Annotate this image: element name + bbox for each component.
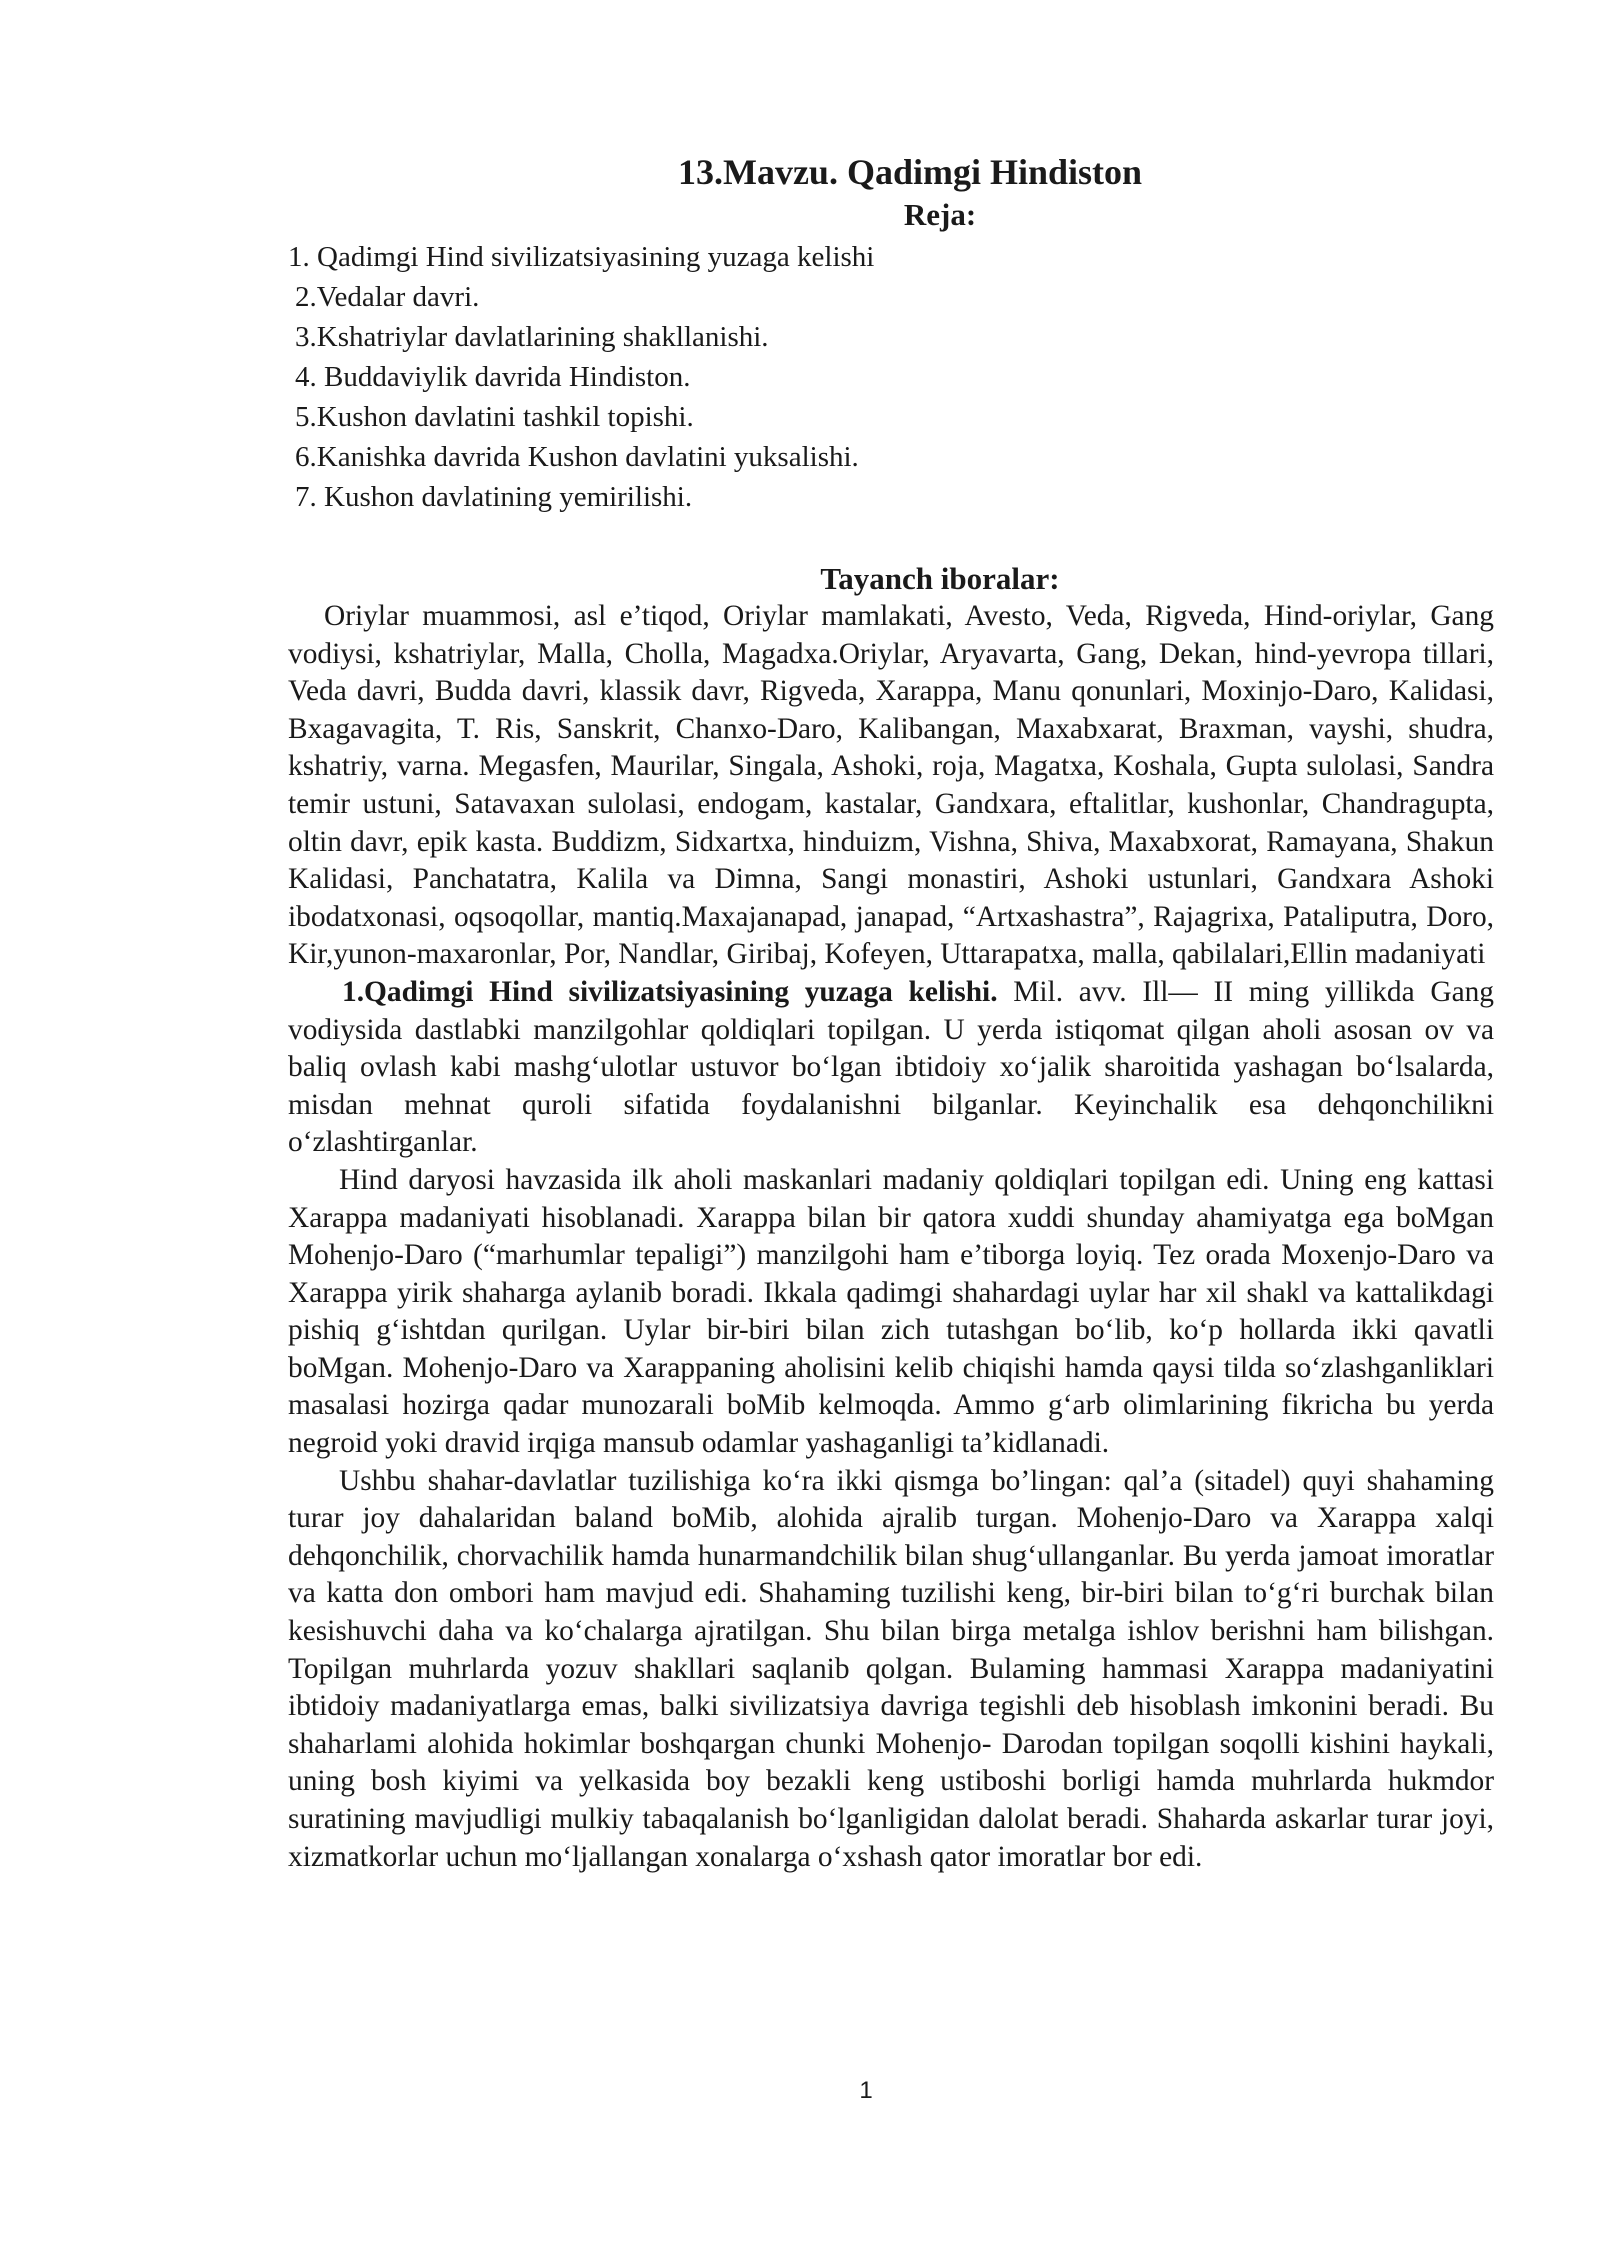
section1-paragraph-2: Hind daryosi havzasida ilk aholi maskanlari madaniy qoldiqlari topilgan edi. Uning eng kattasi Xarappa madaniyati hisoblanadi. Xarappa bilan bir qatora xuddi shunday ahamiyatga ega boMgan Mohenjo-Daro (“marhumlar tepaligi”) manzilgohi ham e’tiborga loyiq. Tez orada Moxenjo-Daro va Xarappa yirik shaharga aylanib boradi. Ikkala qadimgi shahardagi uylar har xil shakl va kattalikdagi pishiq g‘ishtdan qurilgan. Uylar bir-biri bilan zich tutashgan bo‘lib, ko‘p hollarda ikki qavatli boMgan. Mohenjo-Daro va Xarappaning aholisini kelib chiqishi hamda qaysi tilda so‘zlashganliklari masalasi hozirga qadar munozarali boMib kelmoqda. Ammo g‘arb olimlarining fikricha bu yerda negroid yoki dravid irqiga mansub odamlar yashaganligi ta’kidlanadi. (288, 1163, 1494, 1460)
plan-item: 2.Vedalar davri. (295, 281, 480, 313)
plan-item: 3.Kshatriylar davlatlarining shakllanishi. (295, 321, 769, 353)
plan-item: 1. Qadimgi Hind sivilizatsiyasining yuzaga kelishi (288, 241, 875, 273)
keywords-paragraph: Oriylar muammosi, asl e’tiqod, Oriylar mamlakati, Avesto, Veda, Rigveda, Hind-oriylar, Gang vodiysi, kshatriylar, Malla, Cholla, Magadxa.Oriylar, Aryavarta, Gang, Dekan, hind-yevropa tillari, Veda davri, Budda davri, klassik davr, Rigveda, Xarappa, Manu qonunlari, Moxinjo-Daro, Kalidasi, Bxagavagita, T. Ris, Sanskrit, Chanxo-Daro, Kalibangan, Maxabxarat, Braxman, vayshi, shudra, kshatriy, varna. Megasfen, Maurilar, Singala, Ashoki, roja, Magatxa, Koshala, Gupta sulolasi, Sandra temir ustuni, Satavaxan sulolasi, endogam, kastalar, Gandxara, eftalitlar, kushonlar, Chandragupta, oltin davr, epik kasta. Buddizm, Sidxartxa, hinduizm, Vishna, Shiva, Maxabxorat, Ramayana, Shakun Kalidasi, Panchatatra, Kalila va Dimna, Sangi monastiri, Ashoki ustunlari, Gandxara Ashoki ibodatxonasi, oqsoqollar, mantiq.Maxajanapad, janapad, “Artxashastra”, Rajagrixa, Pataliputra, Doro, Kir,yunon-maxaronlar, Por, Nandlar, Giribaj, Kofeyen, Uttarapatxa, malla, qabilalari,Ellin madaniyati (288, 600, 1494, 971)
plan-list (288, 237, 1388, 517)
document-body (288, 598, 1494, 1876)
section1-heading: 1.Qadimgi Hind sivilizatsiyasining yuzaga kelishi. (342, 975, 998, 1008)
plan-item: 7. Kushon davlatining yemirilishi. (295, 481, 693, 513)
section1-paragraph-1 (288, 974, 1494, 1162)
section1-paragraph-3: Ushbu shahar-davlatlar tuzilishiga ko‘ra ikki qismga bo’lingan: qal’a (sitadel) quyi shahaming turar joy dahalaridan baland boMib, alohida ajralib turgan. Mohenjo-Daro va Xarappa xalqi dehqonchilik, chorvachilik hamda hunarmandchilik bilan shug‘ullanganlar. Bu yerda jamoat imoratlar va katta don ombori ham mavjud edi. Shahaming tuzilishi keng, bir-biri bilan to‘g‘ri burchak bilan kesishuvchi daha va ko‘chalarga ajratilgan. Shu bilan birga metalga ishlov berishni ham bilishgan. Topilgan muhrlarda yozuv shakllari saqlanib qolgan. Bulaming hammasi Xarappa madaniyatini ibtidoiy madaniyatlarga emas, balki sivilizatsiya davriga tegishli deb hisoblash imkonini beradi. Bu shaharlami alohida hokimlar boshqargan chunki Mohenjo- Darodan topilgan soqolli kishini haykali, uning bosh kiyimi va yelkasida boy bezakli keng ustiboshi borligi hamda muhrlarda hukmdor suratining mavjudligi mulkiy tabaqalanish bo‘lganligidan dalolat beradi. Shaharda askarlar turar joyi, xizmatkorlar uchun mo‘ljallangan xonalarga o‘xshash qator imoratlar bor edi. (288, 1464, 1494, 1873)
page-title: 13.Mavzu. Qadimgi Hindiston (677, 152, 1143, 192)
plan-item: 4. Buddaviylik davrida Hindiston. (295, 361, 691, 393)
plan-item: 6.Kanishka davrida Kushon davlatini yuksalishi. (295, 441, 859, 473)
section1-text: Mil. avv. Ill— II ming yillikda Gang vodiysida dastlabki manzilgohlar qoldiqlari topilgan. U yerda istiqomat qilgan aholi asosan ov va baliq ovlash kabi mashg‘ulotlar ustuvor bo‘lgan ibtidoiy xo‘jalik sharoitida yashagan bo‘lsalarda, misdan mehnat quroli sifatida foydalanishni bilganlar. Keyinchalik esa dehqonchilikni o‘zlashtirganlar. (288, 975, 1494, 1159)
plan-item: 5.Kushon davlatini tashkil topishi. (295, 401, 694, 433)
keywords-heading: Tayanch iboralar: (820, 561, 1060, 596)
page-number: 1 (859, 2077, 873, 2104)
plan-heading: Reja: (903, 197, 977, 232)
